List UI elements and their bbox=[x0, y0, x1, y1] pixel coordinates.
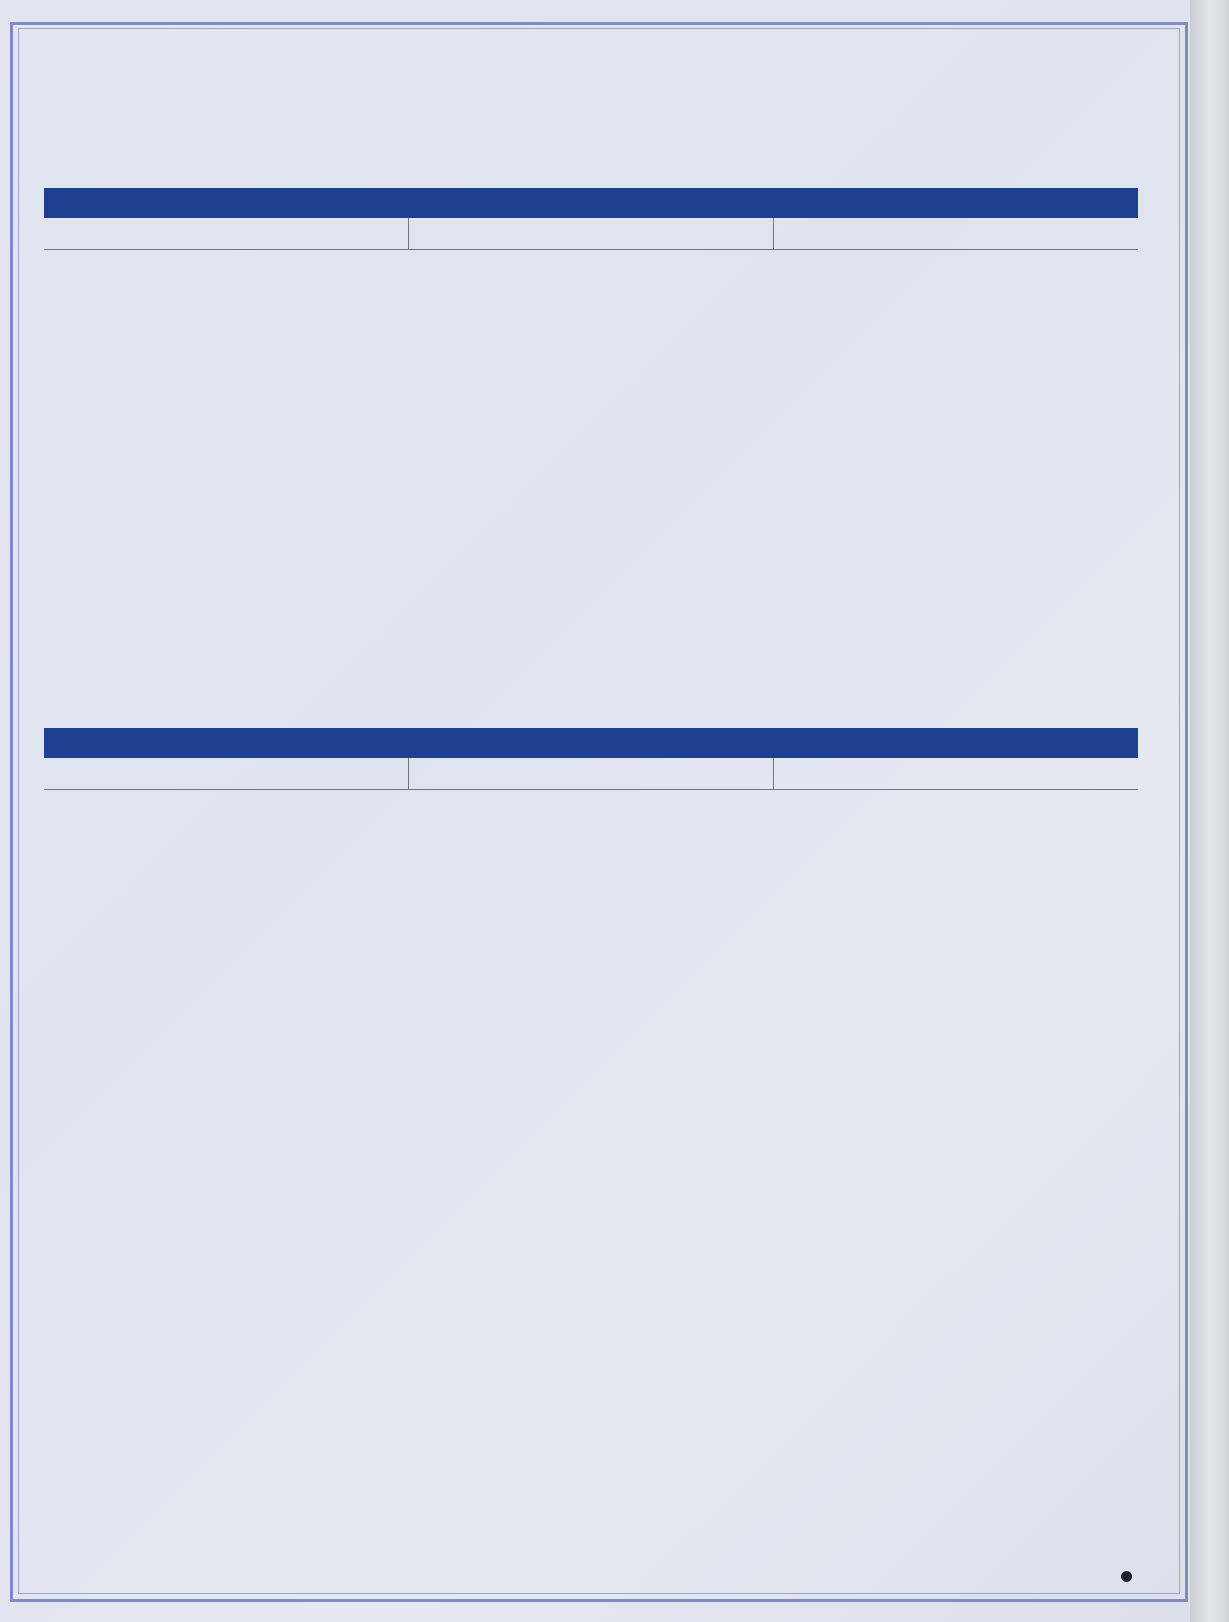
header-row bbox=[44, 218, 1138, 250]
page-footer bbox=[1115, 1566, 1147, 1586]
column-header-state bbox=[773, 218, 1138, 249]
fiscal-year-2014-2015-table bbox=[44, 188, 1138, 250]
page-inner-border bbox=[18, 28, 1180, 1594]
fiscal-year-2015-2016-table bbox=[44, 728, 1138, 790]
column-header-state bbox=[773, 758, 1138, 789]
page-edge bbox=[1190, 0, 1229, 1622]
column-header-chapter bbox=[44, 758, 408, 789]
column-header-chapter bbox=[44, 218, 408, 249]
column-header-region bbox=[408, 218, 773, 249]
section-title bbox=[44, 728, 1138, 758]
section-title bbox=[44, 188, 1138, 218]
bullet-icon bbox=[1121, 1571, 1132, 1582]
column-header-region bbox=[408, 758, 773, 789]
header-row bbox=[44, 758, 1138, 790]
